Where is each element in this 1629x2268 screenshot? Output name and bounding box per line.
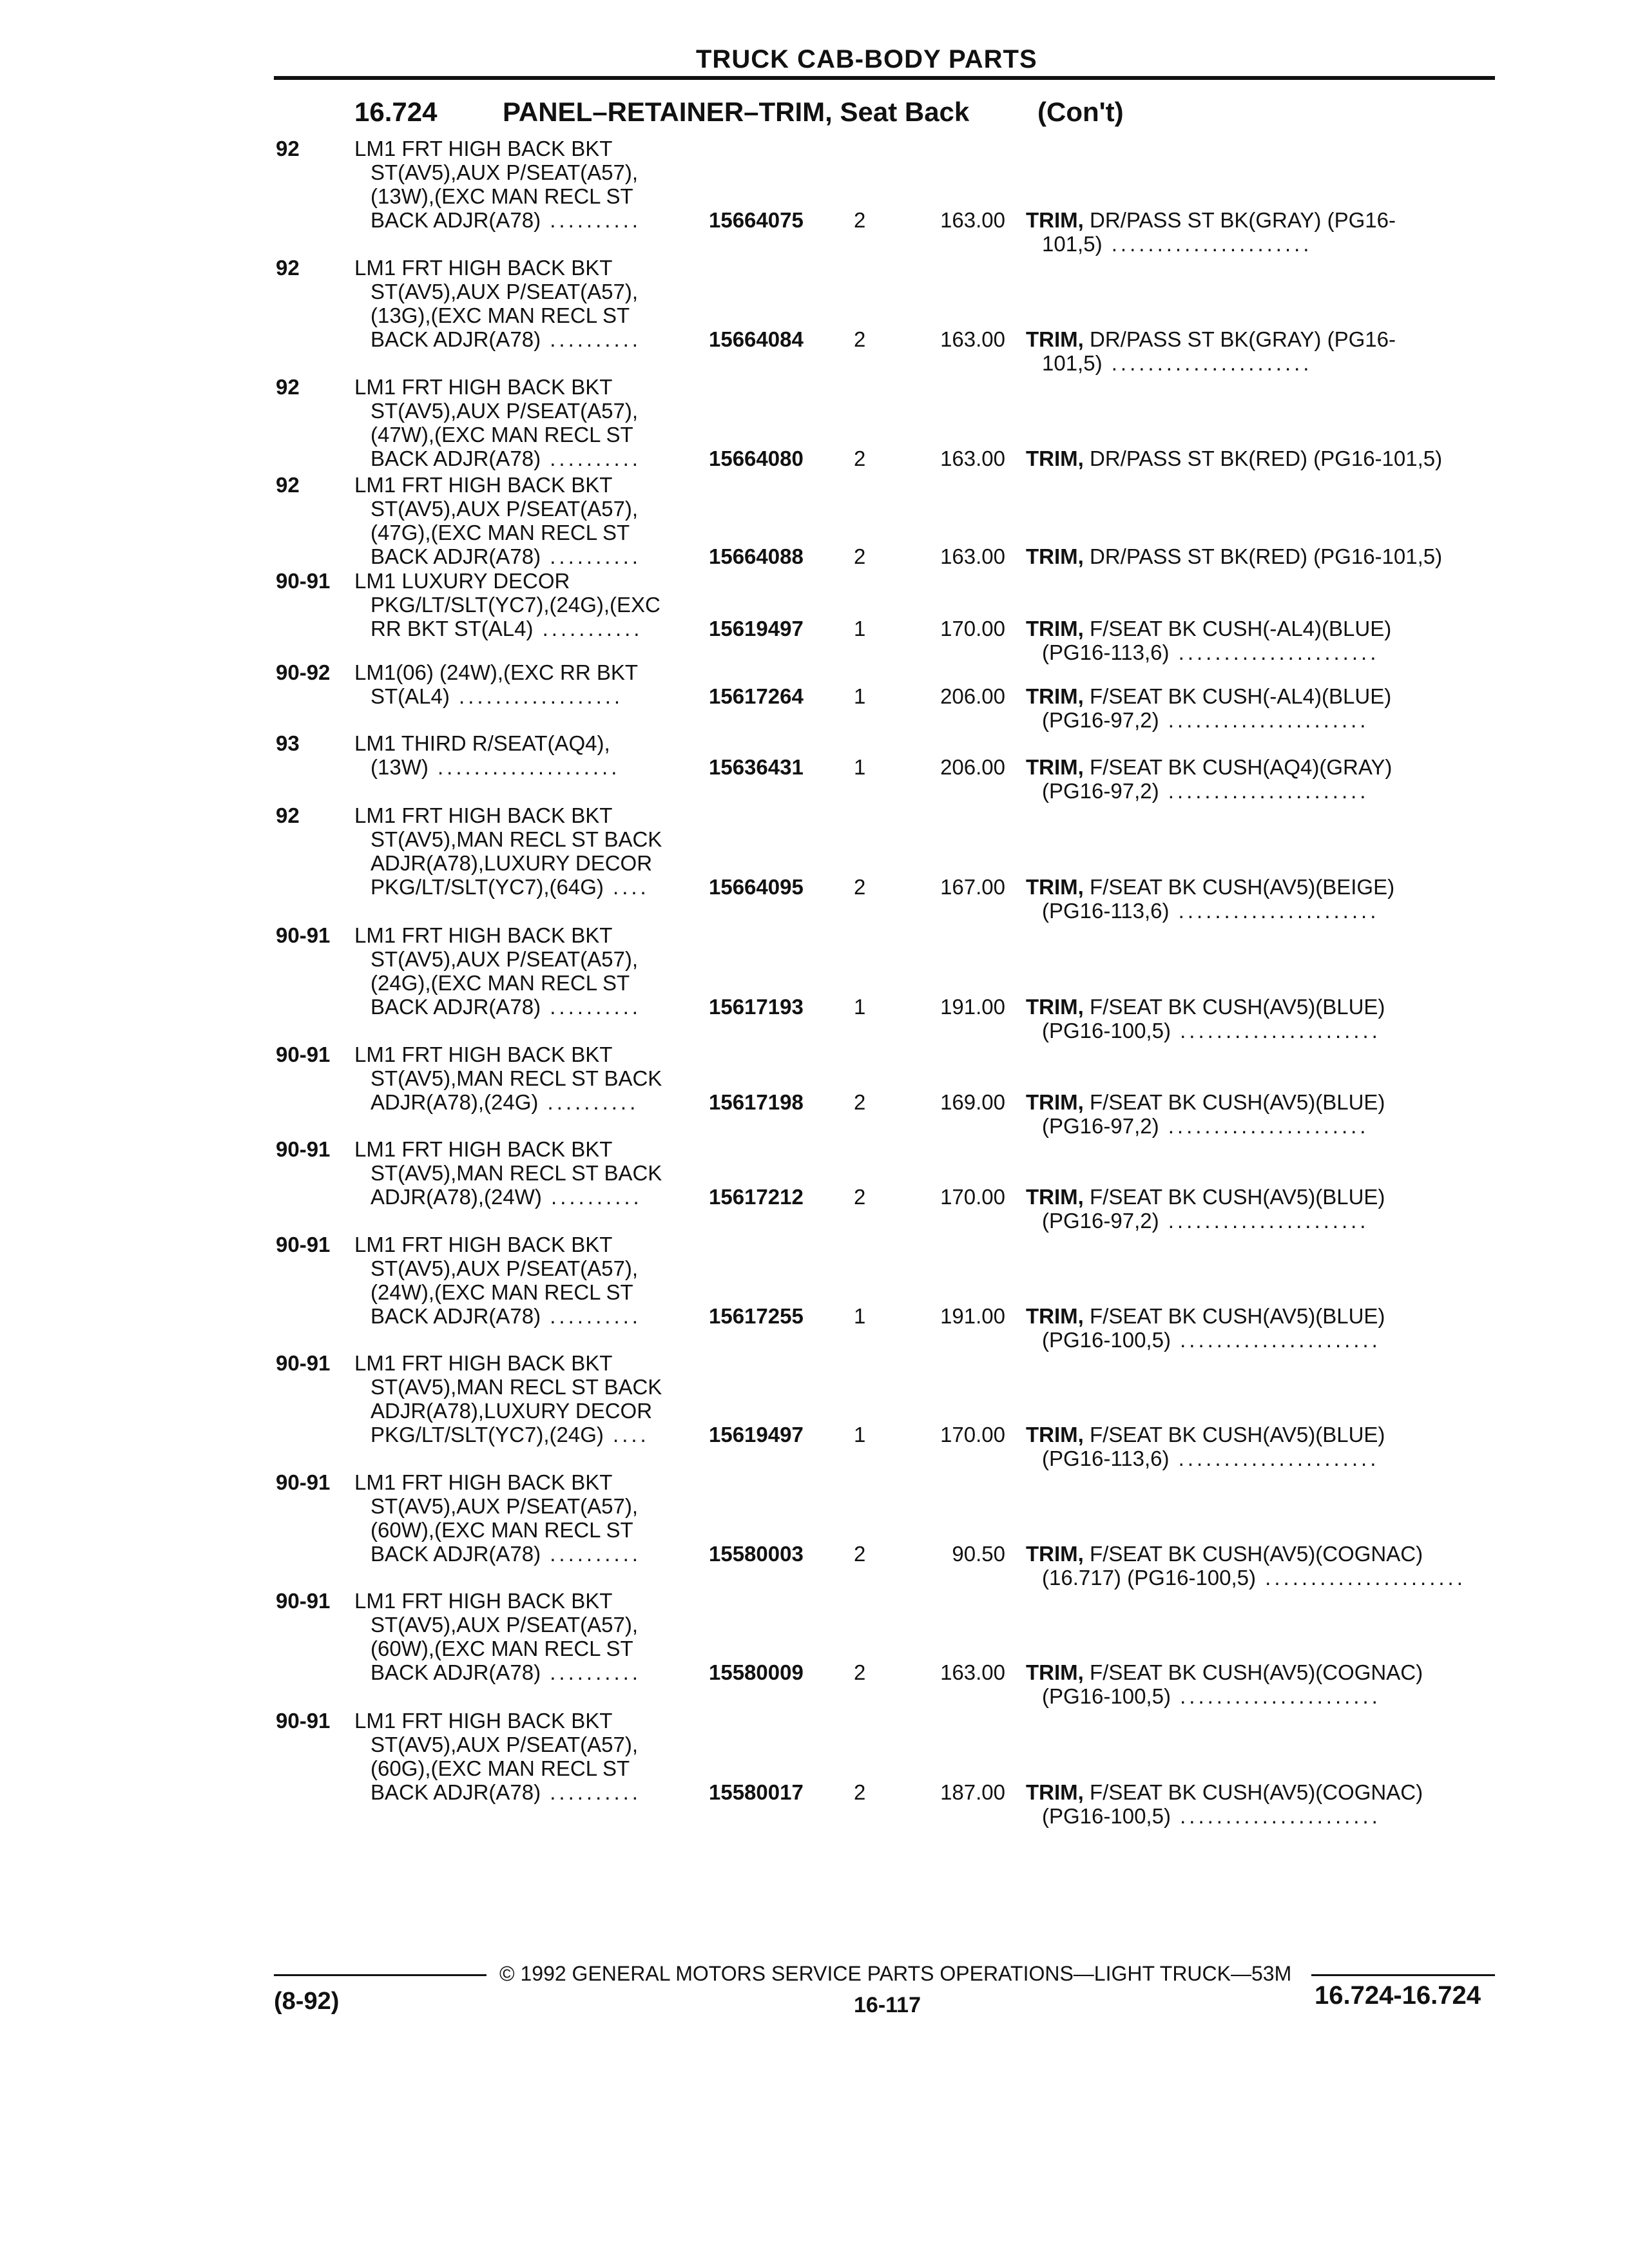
quantity: 1	[854, 617, 866, 640]
leader-dots: ..........	[541, 1660, 641, 1684]
part-name	[1026, 684, 1391, 732]
part-number: 15580009	[709, 1660, 804, 1684]
description-line: ST(AV5),AUX P/SEAT(A57),	[371, 1613, 639, 1637]
application-description	[354, 1709, 641, 1804]
price: 169.00	[940, 1090, 1005, 1114]
part-name-line: (PG16-97,2) ......................	[1042, 1209, 1369, 1233]
leader-dots: ......................	[1169, 640, 1380, 664]
description-line: BACK ADJR(A78) ..........	[371, 327, 641, 351]
quantity: 2	[854, 1542, 866, 1566]
part-name-line: 101,5) ......................	[1042, 351, 1313, 375]
description-line: ST(AV5),MAN RECL ST BACK	[371, 827, 662, 851]
part-number: 15617264	[709, 684, 804, 708]
description-line: LM1 FRT HIGH BACK BKT	[354, 375, 613, 399]
leader-dots: ..........	[541, 208, 641, 232]
model-year: 90-91	[276, 1709, 331, 1733]
quantity: 2	[854, 208, 866, 232]
application-description	[354, 660, 638, 708]
price: 191.00	[940, 1304, 1005, 1328]
quantity: 2	[854, 875, 866, 899]
part-name-line: F/SEAT BK CUSH(AQ4)(GRAY)	[1090, 755, 1393, 779]
description-line: LM1 FRT HIGH BACK BKT	[354, 1589, 613, 1613]
part-name	[1026, 208, 1396, 256]
model-year: 90-91	[276, 1589, 331, 1613]
part-name-prefix: TRIM,	[1026, 684, 1084, 708]
part-number: 15619497	[709, 1423, 804, 1446]
part-name-line: 101,5) ......................	[1042, 232, 1313, 256]
description-line: LM1 FRT HIGH BACK BKT	[354, 1351, 613, 1375]
description-line: ADJR(A78),(24W) ..........	[371, 1185, 642, 1209]
part-name-line: DR/PASS ST BK(RED) (PG16-101,5)	[1090, 447, 1443, 470]
model-year: 90-91	[276, 1137, 331, 1161]
quantity: 2	[854, 1090, 866, 1114]
part-name-line: F/SEAT BK CUSH(AV5)(BLUE)	[1090, 1423, 1385, 1446]
model-year: 93	[276, 731, 300, 755]
description-line: LM1 FRT HIGH BACK BKT	[354, 1470, 613, 1494]
part-name	[1026, 1304, 1385, 1352]
application-description	[354, 569, 660, 640]
part-name	[1026, 1542, 1466, 1590]
description-line: ST(AV5),MAN RECL ST BACK	[371, 1161, 662, 1185]
description-line: RR BKT ST(AL4) ...........	[371, 617, 643, 640]
description-line: ST(AV5),AUX P/SEAT(A57),	[371, 1256, 639, 1280]
description-line: ST(AV5),AUX P/SEAT(A57),	[371, 947, 639, 971]
leader-dots: ......................	[1159, 779, 1369, 803]
quantity: 1	[854, 1304, 866, 1328]
leader-dots: ......................	[1159, 1209, 1369, 1233]
leader-dots: ......................	[1102, 351, 1313, 375]
application-description	[354, 731, 620, 779]
application-description	[354, 137, 641, 232]
model-year: 90-91	[276, 1043, 331, 1066]
footer-page-number: 16-117	[854, 1993, 921, 2017]
description-line: PKG/LT/SLT(YC7),(24G) ....	[371, 1423, 650, 1446]
leader-dots: ....	[603, 1423, 650, 1446]
section-title: PANEL–RETAINER–TRIM, Seat Back	[503, 97, 970, 127]
description-line: BACK ADJR(A78) ..........	[371, 1660, 641, 1684]
part-name-line: (PG16-113,6) ......................	[1042, 899, 1380, 923]
part-number: 15664088	[709, 544, 804, 568]
leader-dots: ......................	[1170, 1328, 1381, 1352]
part-name-line: F/SEAT BK CUSH(AV5)(COGNAC)	[1090, 1660, 1423, 1684]
description-line: LM1 FRT HIGH BACK BKT	[354, 137, 613, 160]
footer-copyright: © 1992 GENERAL MOTORS SERVICE PARTS OPERATIONS—LIGHT TRUCK—53M	[499, 1962, 1292, 1985]
quantity: 2	[854, 1185, 866, 1209]
part-name	[1026, 1423, 1385, 1470]
model-year: 92	[276, 803, 300, 827]
description-line: (13W),(EXC MAN RECL ST	[371, 184, 633, 208]
application-description	[354, 473, 641, 568]
leader-dots: ..........	[541, 544, 641, 568]
price: 163.00	[940, 1660, 1005, 1684]
application-description	[354, 1233, 641, 1328]
part-name-prefix: TRIM,	[1026, 327, 1084, 351]
application-description	[354, 1043, 662, 1114]
application-description	[354, 1470, 641, 1566]
leader-dots: ..........	[541, 995, 641, 1019]
part-name	[1026, 1090, 1385, 1138]
price: 206.00	[940, 755, 1005, 779]
section-number: 16.724	[354, 97, 438, 127]
part-number: 15619497	[709, 617, 804, 640]
part-name-line: (PG16-100,5) ......................	[1042, 1019, 1381, 1043]
part-name-line: DR/PASS ST BK(RED) (PG16-101,5)	[1090, 544, 1443, 568]
quantity: 2	[854, 1780, 866, 1804]
description-line: ST(AV5),AUX P/SEAT(A57),	[371, 280, 639, 303]
quantity: 2	[854, 447, 866, 470]
application-description	[354, 1351, 662, 1446]
part-number: 15617198	[709, 1090, 804, 1114]
description-line: LM1 FRT HIGH BACK BKT	[354, 1043, 613, 1066]
model-year: 92	[276, 473, 300, 497]
part-number: 15580017	[709, 1780, 804, 1804]
description-line: (60G),(EXC MAN RECL ST	[371, 1756, 630, 1780]
part-name-prefix: TRIM,	[1026, 1304, 1084, 1328]
quantity: 2	[854, 544, 866, 568]
part-name-prefix: TRIM,	[1026, 1185, 1084, 1209]
quantity: 1	[854, 684, 866, 708]
description-line: ST(AV5),AUX P/SEAT(A57),	[371, 160, 639, 184]
part-name	[1026, 995, 1385, 1043]
description-line: LM1 FRT HIGH BACK BKT	[354, 1709, 613, 1733]
part-name	[1026, 1660, 1423, 1708]
leader-dots: ......................	[1102, 232, 1313, 256]
part-name	[1026, 327, 1396, 375]
leader-dots: ....................	[428, 755, 621, 779]
part-name-prefix: TRIM,	[1026, 1660, 1084, 1684]
description-line: LM1 FRT HIGH BACK BKT	[354, 923, 613, 947]
description-line: LM1(06) (24W),(EXC RR BKT	[354, 660, 639, 684]
description-line: ST(AV5),AUX P/SEAT(A57),	[371, 1733, 639, 1756]
description-line: BACK ADJR(A78) ..........	[371, 1542, 641, 1566]
leader-dots: ..........	[541, 1542, 641, 1566]
description-line: ST(AV5),MAN RECL ST BACK	[371, 1375, 662, 1399]
description-line: PKG/LT/SLT(YC7),(24G),(EXC	[371, 593, 660, 617]
description-line: LM1 THIRD R/SEAT(AQ4),	[354, 731, 610, 755]
description-line: ADJR(A78),(24G) ..........	[371, 1090, 639, 1114]
part-name-line: (PG16-97,2) ......................	[1042, 1114, 1369, 1138]
part-number: 15664095	[709, 875, 804, 899]
description-line: LM1 LUXURY DECOR	[354, 569, 570, 593]
description-line: LM1 FRT HIGH BACK BKT	[354, 803, 613, 827]
model-year: 90-91	[276, 1470, 331, 1494]
price: 163.00	[940, 327, 1005, 351]
description-line: BACK ADJR(A78) ..........	[371, 208, 641, 232]
leader-dots: ....	[603, 875, 650, 899]
description-line: LM1 FRT HIGH BACK BKT	[354, 473, 613, 497]
description-line: BACK ADJR(A78) ..........	[371, 995, 641, 1019]
leader-dots: ......................	[1170, 1684, 1381, 1708]
description-line: (47G),(EXC MAN RECL ST	[371, 521, 630, 544]
description-line: (60W),(EXC MAN RECL ST	[371, 1637, 633, 1660]
footer-rule-left	[274, 1974, 487, 1976]
price: 187.00	[940, 1780, 1005, 1804]
description-line: (24G),(EXC MAN RECL ST	[371, 971, 630, 995]
part-name-line: F/SEAT BK CUSH(AV5)(COGNAC)	[1090, 1542, 1423, 1566]
description-line: (13W) ....................	[371, 755, 621, 779]
part-name-line: F/SEAT BK CUSH(AV5)(BLUE)	[1090, 995, 1385, 1019]
price: 167.00	[940, 875, 1005, 899]
leader-dots: ......................	[1170, 1019, 1381, 1043]
description-line: (60W),(EXC MAN RECL ST	[371, 1518, 633, 1542]
description-line: (47W),(EXC MAN RECL ST	[371, 423, 633, 447]
application-description	[354, 1589, 641, 1684]
description-line: BACK ADJR(A78) ..........	[371, 1780, 641, 1804]
quantity: 2	[854, 1660, 866, 1684]
description-line: BACK ADJR(A78) ..........	[371, 544, 641, 568]
model-year: 90-92	[276, 660, 331, 684]
leader-dots: ..........	[541, 1780, 641, 1804]
part-name-prefix: TRIM,	[1026, 755, 1084, 779]
footer-section-range: 16.724-16.724	[1315, 1981, 1481, 2010]
part-name-line: F/SEAT BK CUSH(AV5)(BLUE)	[1090, 1090, 1385, 1114]
part-name	[1026, 1780, 1423, 1828]
part-name-line: F/SEAT BK CUSH(AV5)(COGNAC)	[1090, 1780, 1423, 1804]
price: 206.00	[940, 684, 1005, 708]
price: 191.00	[940, 995, 1005, 1019]
part-name-line: (PG16-97,2) ......................	[1042, 708, 1369, 732]
part-name-line: (PG16-113,6) ......................	[1042, 1446, 1380, 1470]
leader-dots: ..................	[449, 684, 624, 708]
description-line: PKG/LT/SLT(YC7),(64G) ....	[371, 875, 650, 899]
part-name-line: (PG16-100,5) ......................	[1042, 1328, 1381, 1352]
application-description	[354, 375, 641, 470]
part-number: 15664084	[709, 327, 804, 351]
part-number: 15664080	[709, 447, 804, 470]
description-line: ST(AV5),MAN RECL ST BACK	[371, 1066, 662, 1090]
leader-dots: ......................	[1159, 1114, 1369, 1138]
part-name	[1026, 755, 1392, 803]
part-number: 15636431	[709, 755, 804, 779]
price: 163.00	[940, 208, 1005, 232]
part-name-prefix: TRIM,	[1026, 544, 1084, 568]
part-number: 15617212	[709, 1185, 804, 1209]
part-name	[1026, 875, 1394, 923]
quantity: 1	[854, 1423, 866, 1446]
part-name-prefix: TRIM,	[1026, 208, 1084, 232]
part-name-line: (16.717) (PG16-100,5) ......................	[1042, 1566, 1466, 1590]
description-line: ADJR(A78),LUXURY DECOR	[371, 851, 653, 875]
part-number: 15617255	[709, 1304, 804, 1328]
quantity: 1	[854, 755, 866, 779]
description-line: BACK ADJR(A78) ..........	[371, 447, 641, 470]
description-line: ST(AV5),AUX P/SEAT(A57),	[371, 497, 639, 521]
model-year: 90-91	[276, 1351, 331, 1375]
part-name-line: F/SEAT BK CUSH(-AL4)(BLUE)	[1090, 684, 1392, 708]
part-name-prefix: TRIM,	[1026, 1542, 1084, 1566]
section-continued: (Con't)	[1037, 97, 1124, 127]
model-year: 90-91	[276, 1233, 331, 1256]
part-name-prefix: TRIM,	[1026, 875, 1084, 899]
description-line: LM1 FRT HIGH BACK BKT	[354, 256, 613, 280]
part-name-line: F/SEAT BK CUSH(AV5)(BLUE)	[1090, 1304, 1385, 1328]
model-year: 92	[276, 256, 300, 280]
description-line: ADJR(A78),LUXURY DECOR	[371, 1399, 653, 1423]
footer-date: (8-92)	[274, 1988, 340, 2015]
description-line: LM1 FRT HIGH BACK BKT	[354, 1137, 613, 1161]
leader-dots: ..........	[541, 1304, 641, 1328]
part-name-prefix: TRIM,	[1026, 447, 1084, 470]
part-name-line: (PG16-100,5) ......................	[1042, 1804, 1381, 1828]
part-name	[1026, 617, 1391, 664]
part-name	[1026, 544, 1442, 568]
model-year: 90-91	[276, 923, 331, 947]
description-line: ST(AV5),AUX P/SEAT(A57),	[371, 399, 639, 423]
part-name	[1026, 447, 1442, 470]
part-number: 15617193	[709, 995, 804, 1019]
model-year: 90-91	[276, 569, 331, 593]
description-line: ST(AV5),AUX P/SEAT(A57),	[371, 1494, 639, 1518]
price: 163.00	[940, 544, 1005, 568]
description-line: ST(AL4) ..................	[371, 684, 624, 708]
footer-rule-right	[1311, 1974, 1495, 1976]
page-header-title: TRUCK CAB-BODY PARTS	[696, 45, 1037, 73]
price: 170.00	[940, 617, 1005, 640]
application-description	[354, 923, 641, 1019]
part-name-line: F/SEAT BK CUSH(AV5)(BEIGE)	[1090, 875, 1395, 899]
application-description	[354, 256, 641, 351]
quantity: 2	[854, 327, 866, 351]
leader-dots: ..........	[538, 1090, 639, 1114]
part-name-prefix: TRIM,	[1026, 995, 1084, 1019]
part-number: 15580003	[709, 1542, 804, 1566]
leader-dots: ..........	[541, 447, 641, 470]
part-name	[1026, 1185, 1385, 1233]
leader-dots: ......................	[1256, 1566, 1466, 1590]
price: 170.00	[940, 1185, 1005, 1209]
description-line: LM1 FRT HIGH BACK BKT	[354, 1233, 613, 1256]
leader-dots: ......................	[1169, 1446, 1380, 1470]
part-name-line: F/SEAT BK CUSH(-AL4)(BLUE)	[1090, 617, 1392, 640]
price: 90.50	[952, 1542, 1005, 1566]
leader-dots: ...........	[533, 617, 643, 640]
part-name-line: (PG16-100,5) ......................	[1042, 1684, 1381, 1708]
part-name-line: (PG16-113,6) ......................	[1042, 640, 1380, 664]
part-name-line: F/SEAT BK CUSH(AV5)(BLUE)	[1090, 1185, 1385, 1209]
part-name-prefix: TRIM,	[1026, 1423, 1084, 1446]
model-year: 92	[276, 375, 300, 399]
price: 170.00	[940, 1423, 1005, 1446]
description-line: (13G),(EXC MAN RECL ST	[371, 303, 630, 327]
description-line: BACK ADJR(A78) ..........	[371, 1304, 641, 1328]
quantity: 1	[854, 995, 866, 1019]
model-year: 92	[276, 137, 300, 160]
application-description	[354, 803, 662, 899]
leader-dots: ......................	[1159, 708, 1369, 732]
application-description	[354, 1137, 662, 1209]
leader-dots: ..........	[541, 327, 641, 351]
part-name-prefix: TRIM,	[1026, 1090, 1084, 1114]
part-name-prefix: TRIM,	[1026, 617, 1084, 640]
part-name-line: DR/PASS ST BK(GRAY) (PG16-	[1090, 208, 1396, 232]
part-name-line: DR/PASS ST BK(GRAY) (PG16-	[1090, 327, 1396, 351]
price: 163.00	[940, 447, 1005, 470]
part-number: 15664075	[709, 208, 804, 232]
part-name-line: (PG16-97,2) ......................	[1042, 779, 1369, 803]
leader-dots: ......................	[1169, 899, 1380, 923]
leader-dots: ......................	[1170, 1804, 1381, 1828]
description-line: (24W),(EXC MAN RECL ST	[371, 1280, 633, 1304]
leader-dots: ..........	[541, 1185, 642, 1209]
part-name-prefix: TRIM,	[1026, 1780, 1084, 1804]
